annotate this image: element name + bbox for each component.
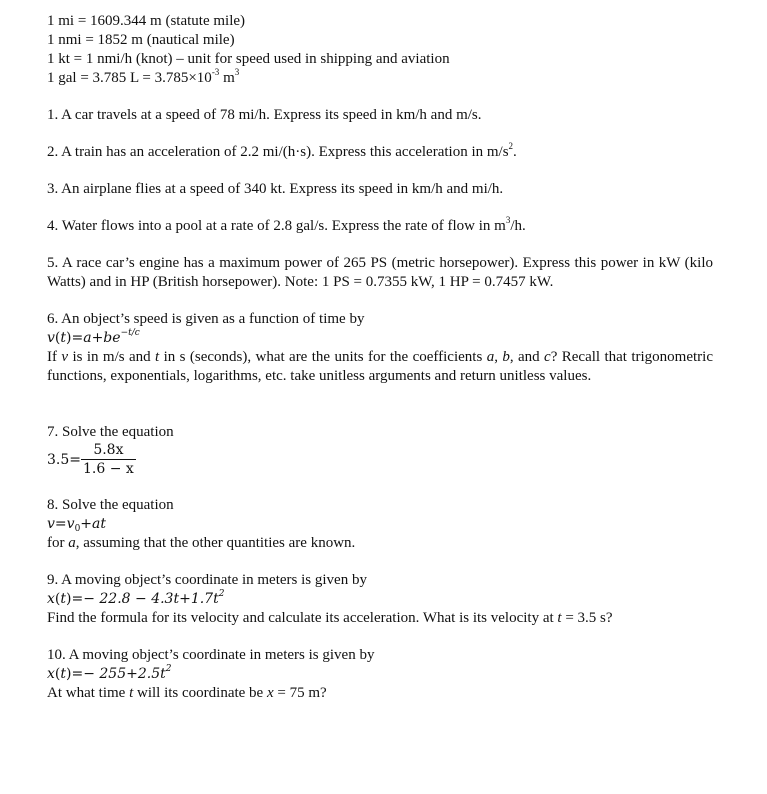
gallon-unit-exponent: 3 — [234, 67, 240, 77]
gallon-exponent: -3 — [211, 67, 220, 77]
problem-1: 1. A car travels at a speed of 78 mi/h. Express its speed in km/h and m/s. — [47, 107, 482, 123]
problem-4-end: /h. — [510, 218, 526, 234]
problem-10-equation: $x(t)=- 255+2.5t^2$ — [47, 664, 172, 682]
gallon-prefix: 1 gal = 3.785 L = 3.785×10 — [47, 70, 212, 86]
problem-7-numerator: 5.8x — [81, 442, 136, 460]
problem-7-denominator: 1.6 − x — [83, 461, 134, 477]
problem-8-equation: $v=v_0+at$ — [47, 516, 106, 534]
problem-10-body: At what time t will its coordinate be x = 75 m? — [47, 685, 327, 701]
problem-6-intro: 6. An object’s speed is given as a function of time by — [47, 311, 365, 327]
problem-3: 3. An airplane flies at a speed of 340 kt. Express its speed in km/h and mi/h. — [47, 181, 504, 197]
problem-9-body: Find the formula for its velocity and calculate its acceleration. What is its velocity at t = 3.5 s? — [47, 610, 613, 626]
conversion-gallon — [47, 69, 713, 88]
document-page — [47, 12, 713, 703]
conversion-mile: 1 mi = 1609.344 m (statute mile) — [47, 13, 246, 29]
problem-7-equation: 3.5= $\frac{5.8x}{1.6 - x}$ — [47, 442, 134, 477]
problem-2 — [47, 143, 713, 162]
problem-2-end: . — [513, 144, 517, 160]
problem-4-text: 4. Water flows into a pool at a rate of 2.8 gal/s. Express the rate of flow in m — [47, 218, 506, 234]
problem-6-body: If v is in m/s and t in s (seconds), what are the units for the coefficients a, b, and c? Recall that trigonometric functions, exponentials, logarithms, etc. take unitless arguments and return unitless values. — [47, 349, 713, 384]
problem-8-body: for a, assuming that the other quantities are known. — [47, 535, 356, 551]
problem-8-intro: 8. Solve the equation — [47, 497, 174, 513]
problem-7-intro: 7. Solve the equation — [47, 424, 174, 440]
problem-5: 5. A race car’s engine has a maximum power of 265 PS (metric horsepower). Express this power in kW (kilo Watts) and in HP (British horsepower). Note: 1 PS = 0.7355 kW, 1 HP = 0.7457 kW. — [47, 255, 713, 290]
conversion-list — [47, 12, 713, 88]
problem-9-intro: 9. A moving object’s coordinate in meters is given by — [47, 572, 367, 588]
problem-6-equation: $v(t)=a+be^{-t/c}$ — [47, 328, 140, 346]
problem-2-text: 2. A train has an acceleration of 2.2 mi/(h·s). Express this acceleration in m/s — [47, 144, 509, 160]
problem-9-exponent: 2 — [218, 589, 225, 599]
conversion-knot: 1 kt = 1 nmi/h (knot) – unit for speed used in shipping and aviation — [47, 51, 450, 67]
problem-4 — [47, 217, 713, 236]
problem-10-intro: 10. A moving object’s coordinate in meters is given by — [47, 647, 375, 663]
problem-6-exponent: −t/c — [120, 328, 140, 338]
problem-8-subscript: 0 — [74, 524, 81, 534]
conversion-nautical-mile: 1 nmi = 1852 m (nautical mile) — [47, 32, 235, 48]
problem-2-exponent: 2 — [508, 141, 514, 151]
problem-4-exponent: 3 — [505, 215, 511, 225]
problem-7-fraction — [81, 442, 136, 479]
gallon-unit: m — [219, 70, 235, 86]
problem-10-exponent: 2 — [165, 664, 172, 674]
problem-9-equation: $x(t)=- 22.8 - 4.3t+1.7t^2$ — [47, 589, 225, 607]
